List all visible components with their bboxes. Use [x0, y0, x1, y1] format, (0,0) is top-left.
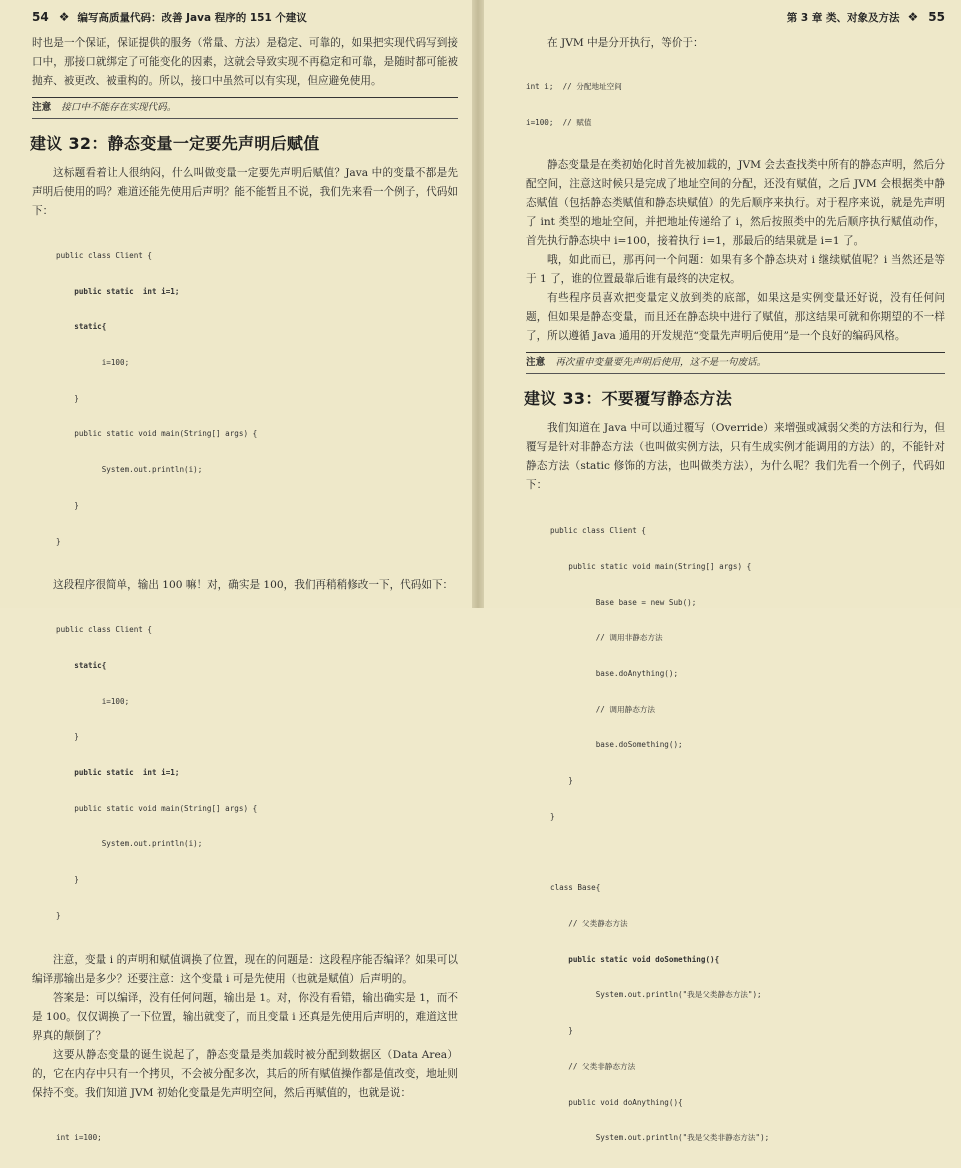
paragraph: 我们知道在 Java 中可以通过覆写（Override）来增强或减弱父类的方法和行为，但覆写是针对非静态方法（也叫做实例方法，只有生成实例才能调用的方法）的，不能针对静态方法（static 修饰的方法，也叫做类方法），为什么呢？我们先看一个例子，代码如下：	[526, 422, 945, 492]
intro-paragraph: 时也是一个保证，保证提供的服务（常量、方法）是稳定、可靠的，如果把实现代码写到接口中，那接口就绑定了可能变化的因素，这就会导致实现不再稳定和可靠，是随时都可能被抛弃、被更改、被重构的。所以，接口中虽然可以有实现，但应避免使用。	[32, 37, 458, 87]
note-text: 接口中不能存在实现代码。	[61, 102, 177, 113]
code-block	[56, 600, 458, 945]
paragraph: 静态变量是在类初始化时首先被加载的，JVM 会去查找类中所有的静态声明，然后分配空间，注意这时候只是完成了地址空间的分配，还没有赋值，之后 JVM 会根据类中静态赋值（包括静态类赋值和静态块赋值）的先后顺序来执行。对于程序来说，就是先声明了 int 类型的地址空间，并把地址传递给了 i，然后按照类中的先后顺序执行赋值动作，首先执行静态块中 i=100，接着执行 i=1，那最后的结果就是 i=1 了。	[526, 159, 945, 248]
code-line: public void doAnything(){	[550, 1097, 683, 1107]
code-block	[550, 501, 945, 1168]
code-line: public class Client {	[56, 625, 153, 635]
code-line: // 父类非静态方法	[550, 1061, 636, 1071]
paragraph: 哦，如此而已，那再问一个问题：如果有多个静态块对 i 继续赋值呢？i 当然还是等于 1 了，谁的位置最靠后谁有最终的决定权。	[526, 254, 945, 286]
code-line: public static int i=1;	[56, 767, 180, 777]
code-line: public static void doSomething(){	[550, 954, 720, 964]
code-line: }	[56, 536, 61, 546]
diamond-ornament-icon: ❖	[907, 10, 919, 24]
left-page	[0, 0, 472, 1143]
paragraph: 这标题看着让人很纳闷，什么叫做变量一定要先声明后赋值？Java 中的变量不都是先声明后使用的吗？难道还能先使用后声明？能不能暂且不说，我们先来看一个例子，代码如下：	[32, 167, 458, 217]
code-line: System.out.println(i);	[56, 839, 203, 849]
book-gutter	[472, 0, 484, 608]
code-line: public static int i=1;	[56, 286, 180, 296]
section-heading: 建议 33：不要覆写静态方法	[524, 389, 733, 409]
page-number: 55	[928, 10, 945, 24]
code-line: public class Client {	[550, 526, 647, 536]
code-block	[56, 226, 458, 571]
code-line: static{	[56, 660, 107, 670]
code-line: System.out.println(i);	[56, 465, 203, 475]
note-box	[526, 352, 945, 374]
code-line: base.doAnything();	[550, 668, 679, 678]
code-line: }	[550, 1026, 573, 1036]
paragraph: 注意，变量 i 的声明和赋值调换了位置，现在的问题是：这段程序能否编译？如果可以编译那输出是多少？还要注意：这个变量 i 可是先使用（也就是赋值）后声明的。	[32, 953, 458, 985]
note-text: 再次重申变量要先声明后使用，这不是一句废话。	[555, 357, 767, 369]
code-line: class Base{	[550, 883, 601, 893]
code-line: }	[56, 500, 79, 510]
code-line: }	[550, 811, 555, 821]
paragraph: 这要从静态变量的诞生说起了，静态变量是类加载时被分配到数据区（Data Area）的，它在内存中只有一个拷贝，不会被分配多次，其后的所有赋值操作都是值改变，地址则保持不变。我们知道 JVM 初始化变量是先声明空间，然后再赋值的，也就是说：	[32, 1048, 458, 1099]
left-page-header	[32, 0, 458, 34]
book-title: 编写高质量代码：改善 Java 程序的 151 个建议	[77, 11, 307, 24]
code-line: System.out.println("我是父类非静态方法");	[550, 1133, 770, 1143]
note-label: 注意	[526, 357, 546, 369]
paragraph: 在 JVM 中是分开执行，等价于：	[547, 37, 704, 49]
section-heading: 建议 32：静态变量一定要先声明后赋值	[30, 134, 320, 153]
chapter-title: 第 3 章 类、对象及方法	[786, 11, 900, 24]
page-number: 54	[32, 10, 49, 24]
paragraph: 这段程序很简单，输出 100 嘛！对，确实是 100，我们再稍稍修改一下，代码如下：	[53, 579, 454, 592]
code-block	[526, 57, 945, 152]
code-line: i=100; // 赋值	[526, 117, 592, 127]
code-line: }	[550, 776, 573, 786]
code-line: // 调用非静态方法	[550, 633, 663, 643]
code-line: int i; // 分配地址空间	[526, 81, 622, 91]
code-line: i=100;	[56, 357, 130, 367]
code-line: public static void main(String[] args) {	[550, 561, 752, 571]
code-line: int i=100;	[56, 1133, 102, 1143]
code-line: Base base = new Sub();	[550, 597, 697, 607]
code-line: i=100;	[56, 696, 130, 706]
code-block	[56, 1109, 458, 1168]
code-line: static{	[56, 322, 107, 332]
paragraph: 答案是：可以编译，没有任何问题，输出是 1。对，你没有看错，输出确实是 1，而不是 100。仅仅调换了一下位置，输出就变了，而且变量 i 还真是先使用后声明的，难道这世界真的颠倒了？	[32, 991, 458, 1042]
right-page-header	[526, 0, 945, 34]
code-line: // 父类静态方法	[550, 918, 628, 928]
code-line: }	[56, 875, 79, 885]
code-line: base.doSomething();	[550, 740, 683, 750]
note-box	[32, 97, 458, 119]
diamond-ornament-icon: ❖	[58, 10, 70, 24]
code-line: public static void main(String[] args) {	[56, 429, 258, 439]
code-line: public class Client {	[56, 250, 153, 260]
code-line	[550, 847, 945, 859]
right-page	[484, 0, 961, 1143]
note-label: 注意	[32, 102, 52, 113]
code-line: System.out.println("我是父类静态方法");	[550, 990, 762, 1000]
code-line: }	[56, 910, 61, 920]
code-line: }	[56, 732, 79, 742]
code-line: }	[56, 393, 79, 403]
paragraph: 有些程序员喜欢把变量定义放到类的底部，如果这是实例变量还好说，没有任何问题，但如果是静态变量，而且还在静态块中进行了赋值，那这结果可就和你期望的不一样了，所以遵循 Java 通用的开发规范“变量先声明后使用”是一个良好的编码风格。	[526, 292, 945, 343]
code-line: // 调用静态方法	[550, 704, 655, 714]
code-line: public static void main(String[] args) {	[56, 803, 258, 813]
